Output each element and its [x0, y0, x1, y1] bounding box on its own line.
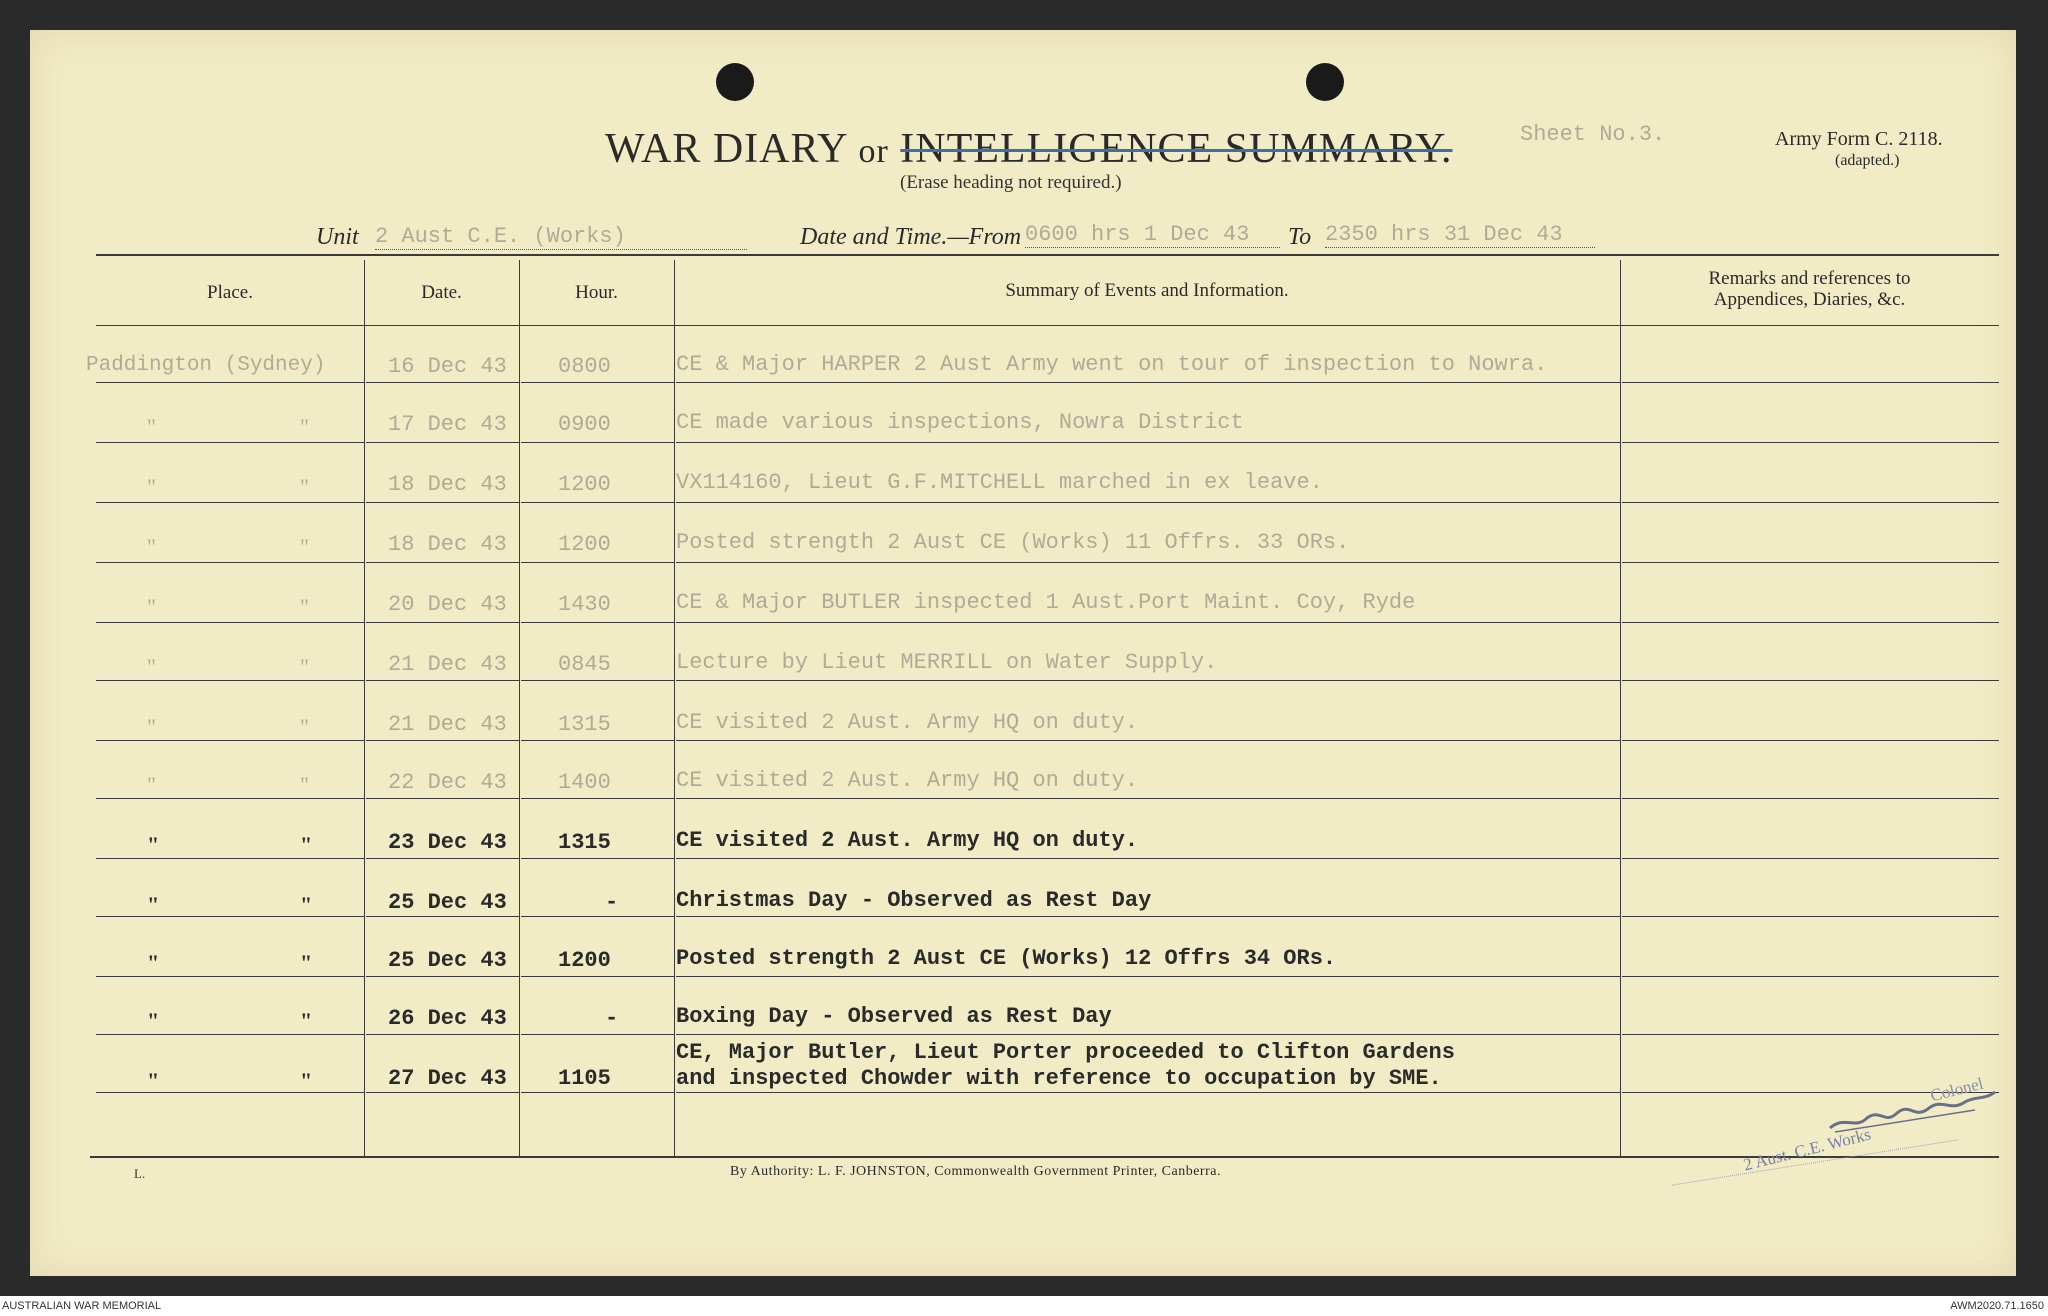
entry-date: 26 Dec 43 [388, 1006, 507, 1031]
entry-date: 18 Dec 43 [388, 472, 507, 497]
entry-place-ditto: " [147, 1008, 160, 1033]
entry-summary: Posted strength 2 Aust CE (Works) 12 Offrs 34 ORs. [676, 946, 1337, 971]
entry-hour: 1200 [558, 532, 611, 557]
row-rule [521, 1092, 674, 1093]
row-rule [1622, 916, 1999, 917]
row-rule [96, 740, 364, 741]
army-form-number: C. 2118. [1875, 128, 1943, 150]
entry-date: 21 Dec 43 [388, 652, 507, 677]
army-form-text: Army Form [1775, 128, 1870, 150]
erase-note: (Erase heading not required.) [900, 172, 1122, 193]
row-rule [521, 858, 674, 859]
archive-name: AUSTRALIAN WAR MEMORIAL [2, 1300, 162, 1312]
entry-summary: CE made various inspections, Nowra District [676, 410, 1244, 435]
row-rule [521, 622, 674, 623]
title-or: or [858, 133, 889, 170]
date-to-value: 2350 hrs 31 Dec 43 [1325, 222, 1595, 248]
entry-place-ditto: " [147, 654, 156, 679]
row-rule [676, 798, 1620, 799]
entry-date: 18 Dec 43 [388, 532, 507, 557]
row-rule [96, 502, 364, 503]
entry-hour: 1315 [558, 830, 611, 855]
col-divider-place [364, 260, 365, 1156]
row-rule [521, 382, 674, 383]
entry-place-ditto: " [147, 714, 156, 739]
entry-place-ditto: " [300, 892, 313, 917]
row-rule [676, 858, 1620, 859]
col-head-remarks-1: Remarks and references to [1708, 268, 1911, 289]
row-rule [676, 1092, 1620, 1093]
archive-id: AWM2020.71.1650 [1950, 1300, 2044, 1312]
col-divider-date [519, 260, 520, 1156]
entry-place: Paddington (Sydney) [86, 354, 326, 377]
row-rule [96, 442, 364, 443]
row-rule [521, 502, 674, 503]
row-rule [96, 916, 364, 917]
col-head-date: Date. [421, 282, 462, 303]
row-rule [676, 382, 1620, 383]
row-rule [676, 622, 1620, 623]
row-rule [676, 916, 1620, 917]
printer-authority: By Authority: L. F. JOHNSTON, Commonwealth Government Printer, Canberra. [730, 1164, 1221, 1179]
row-rule [1622, 442, 1999, 443]
entry-summary: Boxing Day - Observed as Rest Day [676, 1004, 1112, 1029]
entry-summary: CE visited 2 Aust. Army HQ on duty. [676, 828, 1139, 853]
row-rule [366, 740, 519, 741]
entry-hour: - [605, 890, 619, 915]
row-rule [366, 1034, 519, 1035]
row-rule [366, 562, 519, 563]
row-rule [1622, 680, 1999, 681]
row-rule [1622, 622, 1999, 623]
col-head-hour: Hour. [575, 282, 618, 303]
entry-hour: - [605, 1006, 619, 1031]
entry-place-ditto: " [147, 892, 160, 917]
row-rule [366, 916, 519, 917]
entry-summary: Christmas Day - Observed as Rest Day [676, 888, 1152, 913]
row-rule [521, 562, 674, 563]
sheet-number: Sheet No.3. [1520, 122, 1666, 147]
row-rule [366, 976, 519, 977]
col-head-remarks-2: Appendices, Diaries, &c. [1713, 289, 1906, 310]
row-rule [96, 858, 364, 859]
unit-value: 2 Aust C.E. (Works) [375, 224, 747, 250]
entry-summary: CE visited 2 Aust. Army HQ on duty. [676, 768, 1139, 793]
page-title [605, 125, 1453, 173]
row-rule [96, 1092, 364, 1093]
row-rule [366, 502, 519, 503]
entry-summary: Posted strength 2 Aust CE (Works) 11 Offrs. 33 ORs. [676, 530, 1350, 555]
entry-place-ditto: " [147, 832, 160, 857]
archive-footer [0, 1296, 2048, 1316]
entry-date: 27 Dec 43 [388, 1066, 507, 1091]
row-rule [366, 382, 519, 383]
unit-stamp: 2 Aust. C.E. Works [1741, 1124, 1873, 1175]
entry-summary: CE & Major HARPER 2 Aust Army went on tour of inspection to Nowra. [676, 352, 1548, 377]
row-rule [676, 1034, 1620, 1035]
row-rule [1622, 562, 1999, 563]
entry-summary-continued: and inspected Chowder with reference to occupation by SME. [676, 1066, 1442, 1091]
entry-place-ditto: " [300, 714, 309, 739]
row-rule [1622, 798, 1999, 799]
entry-place-ditto: " [300, 1008, 313, 1033]
punch-hole-left [716, 63, 754, 101]
row-rule [96, 562, 364, 563]
row-rule [521, 680, 674, 681]
row-rule [96, 382, 364, 383]
row-rule [96, 798, 364, 799]
entry-place-ditto: " [300, 534, 309, 559]
entry-hour: 1200 [558, 472, 611, 497]
table-bottom-rule [90, 1156, 1999, 1158]
row-rule [96, 1034, 364, 1035]
entry-place-ditto: " [300, 474, 309, 499]
entry-place-ditto: " [300, 594, 309, 619]
adapted-note: (adapted.) [1835, 152, 1900, 169]
row-rule [676, 502, 1620, 503]
row-rule [1622, 858, 1999, 859]
row-rule [676, 680, 1620, 681]
unit-label: Unit [316, 224, 359, 250]
punch-hole-right [1306, 63, 1344, 101]
row-rule [1622, 740, 1999, 741]
title-war-diary: WAR DIARY [605, 126, 847, 172]
entry-date: 21 Dec 43 [388, 712, 507, 737]
row-rule [521, 916, 674, 917]
signature-title: Colonel [1928, 1073, 1986, 1106]
row-rule [96, 680, 364, 681]
entry-summary: CE visited 2 Aust. Army HQ on duty. [676, 710, 1139, 735]
date-from-value: 0600 hrs 1 Dec 43 [1025, 222, 1280, 248]
entry-hour: 0845 [558, 652, 611, 677]
table-top-rule [96, 254, 1999, 256]
entry-place-ditto: " [300, 1068, 313, 1093]
table-header-rule [96, 325, 1999, 326]
entry-summary: CE & Major BUTLER inspected 1 Aust.Port Maint. Coy, Ryde [676, 590, 1416, 615]
row-rule [521, 740, 674, 741]
entry-hour: 1105 [558, 1066, 611, 1091]
entry-date: 25 Dec 43 [388, 948, 507, 973]
col-head-place: Place. [207, 282, 253, 303]
row-rule [1622, 502, 1999, 503]
entry-place-ditto: " [147, 772, 156, 797]
row-rule [366, 798, 519, 799]
entry-hour: 1200 [558, 948, 611, 973]
row-rule [366, 622, 519, 623]
entry-place-ditto: " [147, 534, 156, 559]
entry-summary: CE, Major Butler, Lieut Porter proceeded to Clifton Gardens [676, 1040, 1455, 1065]
row-rule [96, 622, 364, 623]
entry-hour: 0900 [558, 412, 611, 437]
entry-date: 16 Dec 43 [388, 354, 507, 379]
row-rule [521, 976, 674, 977]
entry-hour: 0800 [558, 354, 611, 379]
date-time-label: Date and Time.—From [800, 224, 1022, 250]
entry-date: 22 Dec 43 [388, 770, 507, 795]
entry-hour: 1430 [558, 592, 611, 617]
row-rule [521, 1034, 674, 1035]
entry-date: 25 Dec 43 [388, 890, 507, 915]
form-mark: L. [134, 1166, 146, 1181]
entry-date: 20 Dec 43 [388, 592, 507, 617]
date-to-label: To [1288, 224, 1312, 250]
entry-place-ditto: " [147, 594, 156, 619]
col-divider-summary [1620, 260, 1621, 1156]
entry-place-ditto: " [300, 654, 309, 679]
row-rule [366, 680, 519, 681]
row-rule [366, 442, 519, 443]
row-rule [96, 976, 364, 977]
army-form-label [1775, 128, 1943, 151]
row-rule [1622, 976, 1999, 977]
entry-date: 17 Dec 43 [388, 412, 507, 437]
row-rule [366, 1092, 519, 1093]
entry-summary: VX114160, Lieut G.F.MITCHELL marched in ex leave. [676, 470, 1323, 495]
entry-place-ditto: " [300, 950, 313, 975]
entry-hour: 1315 [558, 712, 611, 737]
entry-place-ditto: " [300, 772, 309, 797]
row-rule [676, 442, 1620, 443]
title-struck-intelligence-summary: INTELLIGENCE SUMMARY. [900, 126, 1453, 172]
row-rule [366, 858, 519, 859]
entry-date: 23 Dec 43 [388, 830, 507, 855]
entry-place-ditto: " [147, 474, 156, 499]
entry-place-ditto: " [300, 832, 313, 857]
entry-hour: 1400 [558, 770, 611, 795]
row-rule [1622, 1034, 1999, 1035]
row-rule [521, 798, 674, 799]
entry-place-ditto: " [147, 414, 156, 439]
entry-place-ditto: " [147, 1068, 160, 1093]
row-rule [521, 442, 674, 443]
row-rule [676, 562, 1620, 563]
entry-summary: Lecture by Lieut MERRILL on Water Supply. [676, 650, 1218, 675]
col-head-summary: Summary of Events and Information. [1005, 280, 1289, 301]
row-rule [676, 740, 1620, 741]
col-divider-hour [674, 260, 675, 1156]
row-rule [676, 976, 1620, 977]
war-diary-sheet [30, 30, 2016, 1276]
entry-place-ditto: " [147, 950, 160, 975]
row-rule [1622, 382, 1999, 383]
entry-place-ditto: " [300, 414, 309, 439]
